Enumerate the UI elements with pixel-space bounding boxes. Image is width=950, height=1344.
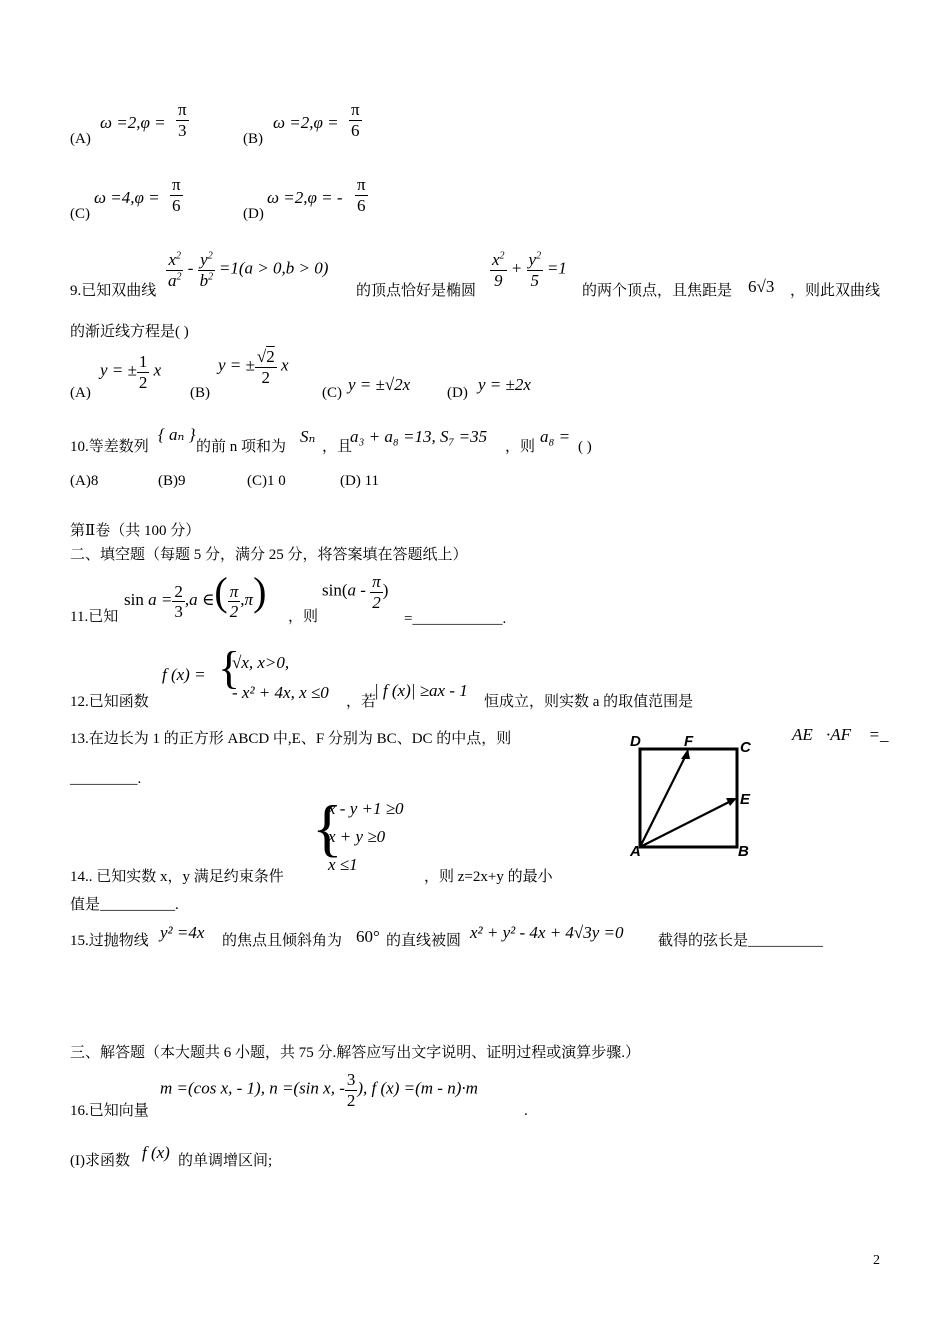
q9-mid2: 的两个顶点，且焦距是 <box>582 283 733 299</box>
q8-d-expr: ω =2,φ = - <box>267 188 343 207</box>
section3-heading: 三、解答题（本大题共 6 小题，共 75 分.解答应写出文字说明、证明过程或演算步骤.） <box>70 1045 641 1061</box>
q8-d-frac: $\frac{\pi}{6}$ <box>357 175 366 215</box>
q9-opt-a-expr: y = ± $\frac{1}{2}$ x <box>100 352 162 392</box>
q11-prefix: 11.已知 <box>70 609 119 625</box>
q15-angle: 60° <box>356 927 380 946</box>
q12-case2: - x² + 4x, x ≤0 <box>232 683 329 702</box>
q8-a-label: (A) <box>70 131 91 147</box>
q8-b-label: (B) <box>243 131 263 147</box>
q14-prefix: 14.. 已知实数 x，y 满足约束条件 <box>70 869 284 885</box>
q12-brace: { <box>218 642 241 693</box>
q15-parab: y² =4x <box>160 923 205 942</box>
q15-mid2: 的直线被圆 <box>386 933 462 949</box>
q16-part1-b: 的单调增区间; <box>178 1153 273 1169</box>
q9-focal: 6√3 <box>748 277 775 296</box>
q10-sn: Sₙ <box>300 427 316 446</box>
q12-mid: ，若 <box>346 694 377 710</box>
q13-expr: AE⃗·AF⃗ =_ <box>792 725 889 744</box>
q9-hyperbola: $\frac{x^2}{a^2}$ - $\frac{y^2}{b^2}$ =1(a > 0,b > 0) <box>168 250 329 290</box>
q12-ineq: | f (x)| ≥ax - 1 <box>374 681 468 700</box>
q12-case1: √x, x>0, <box>232 653 290 672</box>
q11-expr: sin a = $\frac{2}{3}$ ,a ∈( $\frac{\pi}{2}$ ,π) <box>124 569 267 622</box>
q8-a-expr: ω =2,φ = <box>100 113 166 132</box>
q10-opt-c: (C)1 0 <box>247 473 286 489</box>
q9-line2: 的渐近线方程是( ) <box>70 324 189 340</box>
vector-ae <box>640 799 735 847</box>
label-d: D <box>630 733 641 750</box>
q16-part1-a: (I)求函数 <box>70 1153 130 1169</box>
q11-expr2: sin(a - $\frac{\pi}{2}$ ) <box>322 572 389 612</box>
q9-opt-d-label: (D) <box>447 385 468 401</box>
q8-c-label: (C) <box>70 206 90 222</box>
q8-c-expr: ω =4,φ = <box>94 188 160 207</box>
q9-opt-c-expr: y = ±√2x <box>348 375 411 394</box>
square-figure <box>628 732 758 857</box>
q9-opt-c-label: (C) <box>322 385 342 401</box>
q11-tail: =____________. <box>404 611 507 627</box>
square-outline <box>640 749 737 847</box>
page-number: 2 <box>873 1253 880 1268</box>
q8-a-frac: $\frac{\pi}{3}$ <box>178 100 187 140</box>
q10-seq: { aₙ } <box>158 425 196 444</box>
q8-d-label: (D) <box>243 206 264 222</box>
q9-prefix: 9.已知双曲线 <box>70 283 157 299</box>
q10-a8: a₈ = <box>540 427 571 446</box>
q12-prefix: 12.已知函数 <box>70 694 149 710</box>
q10-cond: a₃ + a₈ =13, S₇ =35 <box>350 427 488 446</box>
q15-mid: 的焦点且倾斜角为 <box>222 933 343 949</box>
q8-b-frac: $\frac{\pi}{6}$ <box>351 100 360 140</box>
q9-opt-a-label: (A) <box>70 385 91 401</box>
vector-af <box>640 751 688 847</box>
q15-circle: x² + y² - 4x + 4√3y =0 <box>470 923 624 942</box>
q9-opt-d-expr: y = ±2x <box>478 375 531 394</box>
q16-expr: m =(cos x, - 1), n =(sin x, - $\frac{3}{2}$ ), f (x) =(m - n)·m <box>160 1070 478 1110</box>
q8-c-frac: $\frac{\pi}{6}$ <box>172 175 181 215</box>
q9-ellipse: $\frac{x^2}{9}$ + $\frac{y^2}{5}$ =1 <box>492 250 567 290</box>
q11-mid: ，则 <box>288 609 319 625</box>
q16-prefix: 16.已知向量 <box>70 1103 149 1119</box>
q10-mid3: ，则 <box>505 439 536 455</box>
label-a: A <box>630 843 641 857</box>
section2-heading: 二、填空题（每题 5 分，满分 25 分，将答案填在答题纸上） <box>70 547 468 563</box>
q12-f: f (x) = <box>162 665 206 684</box>
q10-paren: ( ) <box>578 439 592 455</box>
q9-opt-b-label: (B) <box>190 385 210 401</box>
q14-c2: x + y ≥0 <box>328 827 386 846</box>
q9-mid: 的顶点恰好是椭圆 <box>356 283 477 299</box>
q14-line2: 值是__________. <box>70 897 179 913</box>
q10-opt-d: (D) 11 <box>340 473 380 489</box>
q13-line2: _________. <box>70 771 142 787</box>
q15-prefix: 15.过抛物线 <box>70 933 149 949</box>
q14-suffix: ，则 z=2x+y 的最小 <box>424 869 553 885</box>
q9-suffix: ，则此双曲线 <box>790 283 881 299</box>
label-c: C <box>740 739 751 756</box>
q13-text: 13.在边长为 1 的正方形 ABCD 中,E、F 分别为 BC、DC 的中点，则 <box>70 731 512 747</box>
label-f: F <box>684 733 694 750</box>
q10-opt-b: (B)9 <box>158 473 186 489</box>
q15-suffix: 截得的弦长是__________ <box>658 933 824 949</box>
q10-prefix: 10.等差数列 <box>70 439 149 455</box>
section2-title: 第Ⅱ卷（共 100 分） <box>70 523 201 539</box>
q10-opt-a: (A)8 <box>70 473 99 489</box>
q16-part1-f: f (x) <box>142 1143 170 1162</box>
q16-dot: . <box>524 1103 528 1119</box>
q12-suffix: 恒成立，则实数 a 的取值范围是 <box>484 694 694 710</box>
label-e: E <box>740 791 751 808</box>
q9-opt-b-expr: y = ± $\frac{√2}{2}$ x <box>218 347 289 387</box>
q14-brace: { <box>312 792 343 863</box>
q14-c3: x ≤1 <box>328 855 358 874</box>
q8-b-expr: ω =2,φ = <box>273 113 339 132</box>
q10-mid: 的前 n 项和为 <box>196 439 287 455</box>
q10-mid2: ，且 <box>322 439 353 455</box>
label-b: B <box>738 843 749 857</box>
q14-c1: x - y +1 ≥0 <box>328 799 404 818</box>
